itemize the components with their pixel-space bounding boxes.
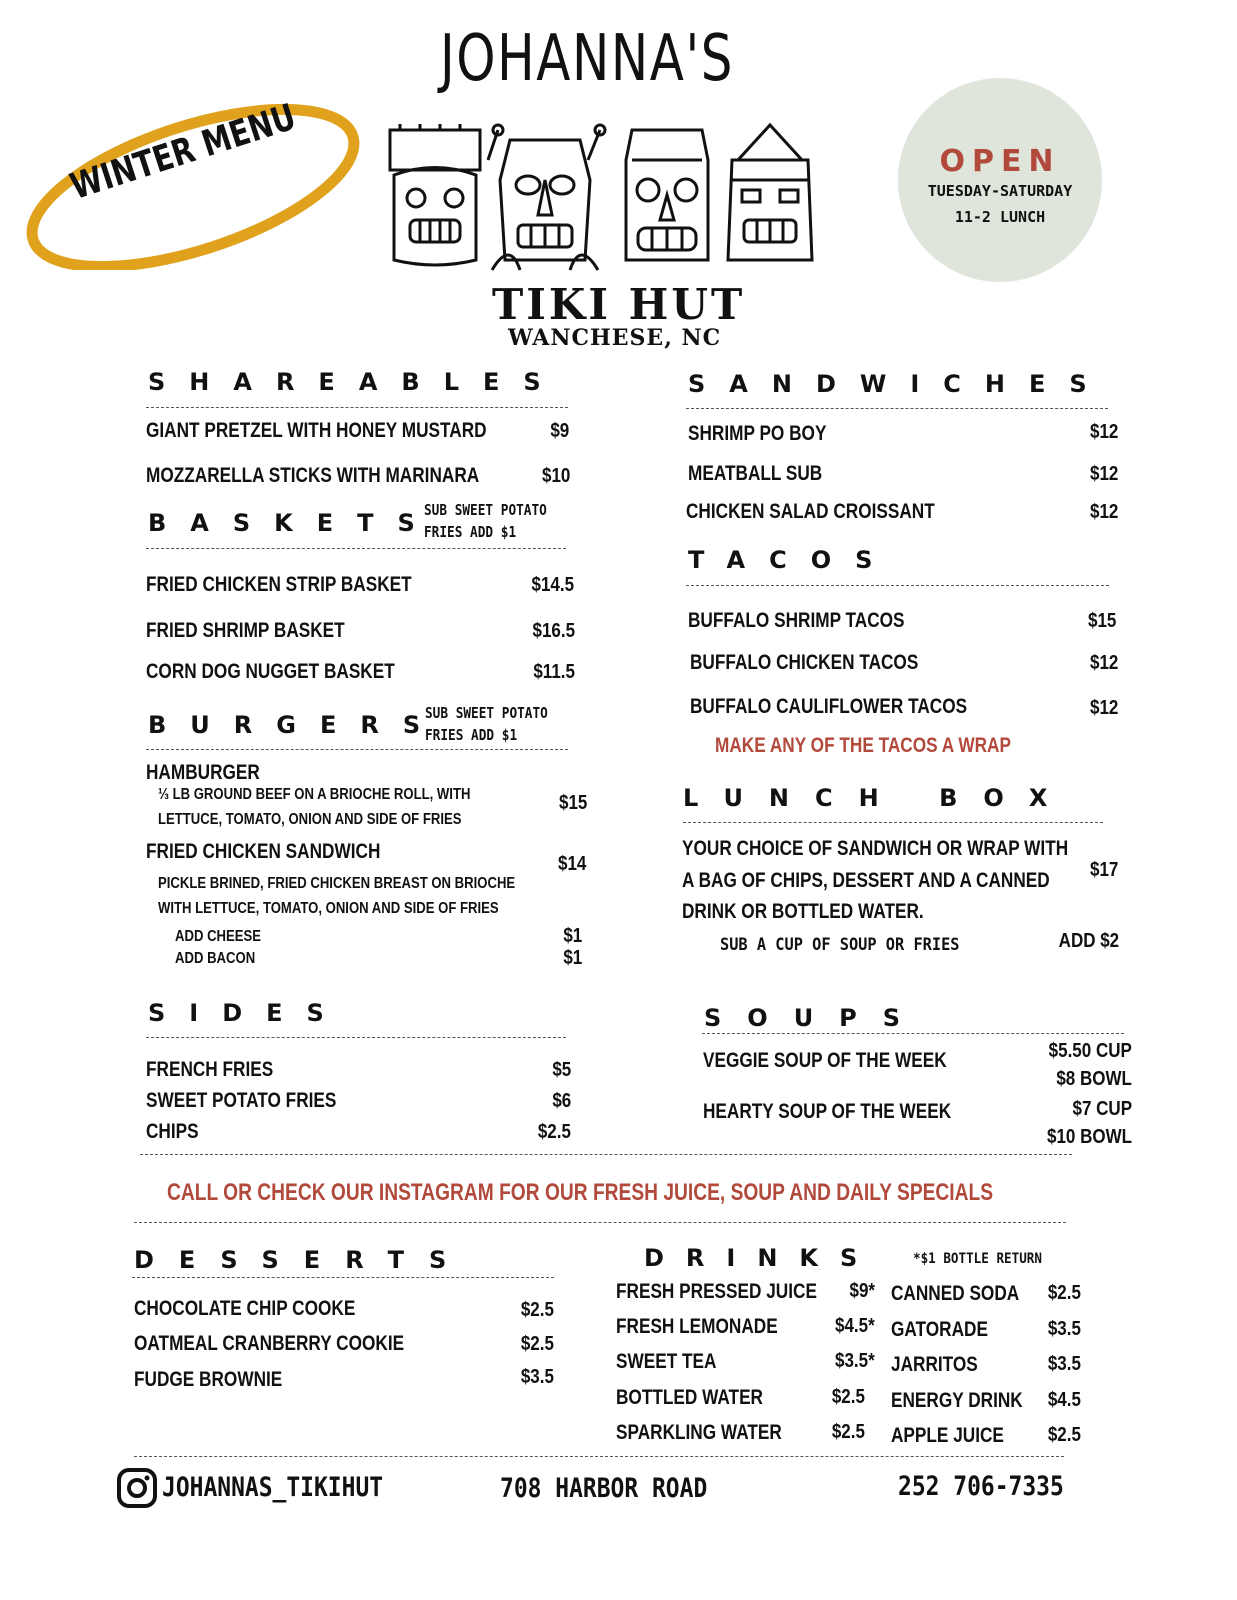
bottle-return-note: *$1 BOTTLE RETURN — [913, 1251, 1042, 1267]
menu-item-name: CHICKEN SALAD CROISSANT — [686, 500, 935, 523]
drink-price: $9* — [849, 1280, 875, 1302]
menu-item-name: BUFFALO CHICKEN TACOS — [690, 651, 919, 674]
soup-bowl-price: $10 BOWL — [1046, 1126, 1132, 1148]
addon-price: $1 — [563, 947, 582, 969]
menu-item-name: FRIED SHRIMP BASKET — [146, 619, 345, 642]
baskets-heading: BASKETS — [148, 509, 439, 537]
menu-item-name: HAMBURGER — [146, 761, 260, 784]
lunch-box-sub-price: ADD $2 — [1058, 930, 1119, 952]
baskets-note — [424, 499, 547, 543]
tacos-wrap-note: MAKE ANY OF THE TACOS A WRAP — [715, 734, 1011, 757]
phone-number: 252 706-7335 — [898, 1471, 1064, 1502]
soup-bowl-price: $8 BOWL — [1056, 1068, 1132, 1090]
soup-cup-price: $5.50 CUP — [1048, 1040, 1132, 1062]
tiki-mask-icon — [488, 125, 605, 270]
drink-price: $4.5* — [835, 1315, 875, 1337]
winter-menu-label: WINTER MENU — [65, 96, 301, 208]
divider — [134, 1456, 1064, 1457]
drink-name: FRESH PRESSED JUICE — [616, 1280, 817, 1303]
burgers-note-line: FRIES ADD $1 — [425, 726, 518, 744]
drink-price: $2.5 — [1047, 1282, 1081, 1304]
lunch-box-description: A BAG OF CHIPS, DESSERT AND A CANNED — [682, 869, 1050, 892]
menu-item-description: PICKLE BRINED, FRIED CHICKEN BREAST ON BRIOCHE — [158, 875, 516, 892]
menu-item-name: GIANT PRETZEL WITH HONEY MUSTARD — [146, 419, 487, 442]
restaurant-subtitle: TIKI HUT — [492, 280, 746, 329]
divider — [686, 408, 1108, 409]
restaurant-title: JOHANNA'S — [440, 22, 734, 96]
menu-item-description: LETTUCE, TOMATO, ONION AND SIDE OF FRIES — [158, 811, 462, 828]
drink-name: BOTTLED WATER — [616, 1386, 763, 1409]
drink-price: $2.5 — [831, 1421, 865, 1443]
menu-item-price: $12 — [1089, 501, 1118, 523]
menu-item-price: $11.5 — [533, 661, 575, 683]
divider — [132, 1277, 554, 1278]
menu-item-price: $9 — [550, 420, 569, 442]
burgers-note-line: SUB SWEET POTATO — [425, 704, 548, 722]
menu-item-name: CORN DOG NUGGET BASKET — [146, 660, 395, 683]
menu-item-name: FRENCH FRIES — [146, 1058, 274, 1081]
menu-item-price: $15 — [558, 792, 587, 814]
lunch-box-description: DRINK OR BOTTLED WATER. — [682, 900, 924, 923]
menu-item-price: $12 — [1089, 463, 1118, 485]
divider — [146, 1037, 566, 1038]
drink-price: $3.5* — [835, 1350, 875, 1372]
specials-banner: CALL OR CHECK OUR INSTAGRAM FOR OUR FRESH JUICE, SOUP AND DAILY SPECIALS — [167, 1179, 994, 1206]
tiki-mask-icon — [390, 124, 480, 265]
menu-item-price: $14 — [557, 853, 586, 875]
lunch-box-description: YOUR CHOICE OF SANDWICH OR WRAP WITH — [682, 837, 1069, 860]
menu-item-name: CHIPS — [146, 1120, 199, 1143]
divider — [146, 548, 566, 549]
addon-name: ADD BACON — [175, 950, 256, 967]
drinks-heading: DRINKS — [644, 1244, 880, 1272]
sides-heading: SIDES — [148, 999, 348, 1027]
menu-item-price: $5 — [552, 1059, 571, 1081]
drink-price: $3.5 — [1047, 1318, 1081, 1340]
open-hours-badge — [898, 78, 1102, 282]
menu-item-price: $6 — [552, 1090, 571, 1112]
addon-name: ADD CHEESE — [175, 928, 262, 945]
tacos-heading: TACOS — [688, 546, 897, 574]
baskets-note-line: FRIES ADD $1 — [424, 523, 517, 541]
menu-item-name: OATMEAL CRANBERRY COOKIE — [134, 1332, 405, 1355]
menu-item-name: MOZZARELLA STICKS WITH MARINARA — [146, 464, 480, 487]
menu-item-name: BUFFALO CAULIFLOWER TACOS — [690, 695, 968, 718]
lunch-box-sub: SUB A CUP OF SOUP OR FRIES — [720, 935, 960, 955]
menu-item-price: $3.5 — [520, 1366, 554, 1388]
menu-item-price: $12 — [1089, 697, 1118, 719]
drink-price: $4.5 — [1047, 1389, 1081, 1411]
shareables-heading: SHAREABLES — [148, 368, 565, 396]
soup-name: VEGGIE SOUP OF THE WEEK — [703, 1049, 947, 1072]
drink-name: CANNED SODA — [891, 1282, 1020, 1305]
menu-item-description: WITH LETTUCE, TOMATO, ONION AND SIDE OF FRIES — [158, 900, 499, 917]
soup-cup-price: $7 CUP — [1072, 1098, 1132, 1120]
open-label: OPEN — [939, 144, 1061, 179]
menu-item-price: $12 — [1089, 652, 1118, 674]
tiki-mask-icon — [728, 125, 812, 260]
menu-item-price: $10 — [541, 465, 570, 487]
instagram-icon — [116, 1467, 158, 1509]
drink-name: ENERGY DRINK — [891, 1389, 1023, 1412]
tiki-masks-illustration — [380, 120, 820, 280]
tiki-mask-icon — [626, 130, 708, 260]
divider — [146, 749, 568, 750]
instagram-handle: JOHANNAS_TIKIHUT — [162, 1472, 384, 1503]
open-days: TUESDAY-SATURDAY — [927, 182, 1073, 200]
menu-item-price: $12 — [1089, 421, 1118, 443]
divider — [702, 1033, 1124, 1034]
burgers-heading: BURGERS — [148, 711, 445, 739]
drink-name: FRESH LEMONADE — [616, 1315, 778, 1338]
lunch-box-heading: LUNCH BOX — [683, 784, 1074, 812]
menu-item-name: FRIED CHICKEN STRIP BASKET — [146, 573, 412, 596]
menu-item-name: FUDGE BROWNIE — [134, 1368, 283, 1391]
drink-name: JARRITOS — [891, 1353, 978, 1376]
divider — [683, 822, 1103, 823]
divider — [134, 1222, 1066, 1223]
soups-heading: SOUPS — [704, 1004, 927, 1032]
menu-item-name: CHOCOLATE CHIP COOKE — [134, 1297, 356, 1320]
addon-price: $1 — [563, 925, 582, 947]
menu-item-name: SWEET POTATO FRIES — [146, 1089, 337, 1112]
menu-item-price: $2.5 — [520, 1299, 554, 1321]
menu-item-name: BUFFALO SHRIMP TACOS — [688, 609, 905, 632]
open-time: 11-2 LUNCH — [954, 208, 1046, 226]
divider — [686, 585, 1109, 586]
drink-price: $2.5 — [831, 1386, 865, 1408]
drink-name: APPLE JUICE — [891, 1424, 1004, 1447]
menu-item-name: MEATBALL SUB — [688, 462, 823, 485]
baskets-note-line: SUB SWEET POTATO — [424, 501, 547, 519]
drink-price: $2.5 — [1047, 1424, 1081, 1446]
menu-item-name: SHRIMP PO BOY — [688, 422, 827, 445]
drink-name: GATORADE — [891, 1318, 988, 1341]
menu-item-price: $2.5 — [537, 1121, 571, 1143]
menu-item-price: $14.5 — [531, 574, 574, 596]
menu-item-price: $2.5 — [520, 1333, 554, 1355]
soup-name: HEARTY SOUP OF THE WEEK — [703, 1100, 952, 1123]
lunch-box-price: $17 — [1089, 859, 1118, 881]
menu-item-description: ⅓ LB GROUND BEEF ON A BRIOCHE ROLL, WITH — [158, 786, 471, 803]
divider — [140, 1154, 1072, 1155]
menu-item-price: $15 — [1087, 610, 1116, 632]
drink-name: SPARKLING WATER — [616, 1421, 782, 1444]
desserts-heading: DESSERTS — [134, 1246, 472, 1274]
burgers-note — [425, 702, 548, 746]
drink-name: SWEET TEA — [616, 1350, 717, 1373]
sandwiches-heading: SANDWICHES — [688, 370, 1111, 398]
divider — [146, 407, 568, 408]
address: 708 HARBOR ROAD — [500, 1473, 708, 1504]
drink-price: $3.5 — [1047, 1353, 1081, 1375]
menu-item-price: $16.5 — [532, 620, 575, 642]
restaurant-location: WANCHESE, NC — [508, 325, 722, 351]
menu-item-name: FRIED CHICKEN SANDWICH — [146, 840, 381, 863]
